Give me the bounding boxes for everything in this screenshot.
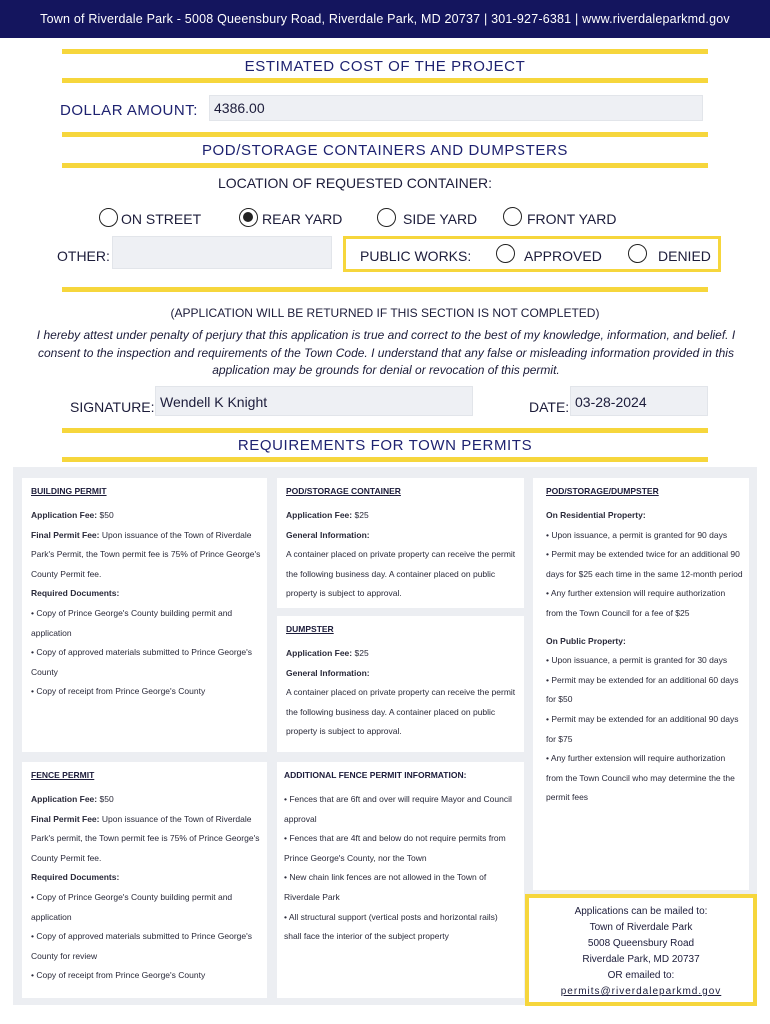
fence-info-item: • New chain link fences are not allowed in the Town of Riverdale Park bbox=[284, 872, 487, 902]
fence-doc-item: • Copy of Prince George's County building permit and application bbox=[31, 891, 233, 922]
public-item: • Permit may be extended for an additional 90 days for $75 bbox=[546, 713, 739, 744]
building-docs-label: Required Documents: bbox=[31, 588, 120, 599]
pod-fee-label: Application Fee: bbox=[286, 510, 353, 520]
containers-heading: POD/STORAGE CONTAINERS AND DUMPSTERS bbox=[201, 142, 569, 159]
fence-doc-item: • Copy of approved materials submitted to Prince George's County for review bbox=[31, 931, 252, 961]
public-item: • Permit may be extended for an additional 60 days for $50 bbox=[546, 674, 739, 705]
residential-label: On Residential Property: bbox=[546, 510, 646, 520]
pod-container-title: POD/STORAGE CONTAINER bbox=[286, 486, 401, 496]
pod-info-text: A container placed on private property can receive the permit the following business day. A container placed on public property is subject to approval. bbox=[286, 549, 516, 599]
fence-info-item: • Fences that are 4ft and below do not require permits from Prince George's County, nor the Town bbox=[284, 833, 506, 863]
building-doc-item: • Copy of receipt from Prince George's County bbox=[31, 686, 206, 697]
divider bbox=[62, 428, 708, 433]
location-label: LOCATION OF REQUESTED CONTAINER: bbox=[217, 175, 493, 191]
pod-container-card bbox=[277, 478, 524, 608]
approved-radio[interactable] bbox=[496, 244, 515, 263]
fence-info-card bbox=[277, 762, 524, 998]
divider bbox=[62, 457, 708, 462]
front-yard-label: FRONT YARD bbox=[527, 211, 617, 227]
building-doc-item: • Copy of Prince George's County building permit and application bbox=[31, 607, 233, 638]
building-final-fee-label: Final Permit Fee: bbox=[31, 529, 100, 540]
fence-fee-label: Application Fee: bbox=[31, 794, 98, 804]
dumpster-title: DUMPSTER bbox=[286, 624, 334, 634]
building-permit-card bbox=[22, 478, 267, 752]
completion-notice: (APPLICATION WILL BE RETURNED IF THIS SECTION IS NOT COMPLETED) bbox=[170, 306, 600, 320]
front-yard-radio[interactable] bbox=[503, 207, 522, 226]
other-label: OTHER: bbox=[57, 248, 110, 264]
building-final-fee-text: Upon issuance of the Town of Riverdale Park's Permit, the Town permit fee is 75% of Prince George's County Permit fee. bbox=[31, 529, 261, 579]
denied-label: DENIED bbox=[658, 248, 711, 264]
building-permit-title: BUILDING PERMIT bbox=[31, 486, 107, 496]
approved-label: APPROVED bbox=[524, 248, 602, 264]
pod-dumpster-card bbox=[533, 478, 749, 890]
pod-fee: $25 bbox=[354, 510, 369, 520]
dollar-amount-label: DOLLAR AMOUNT: bbox=[60, 102, 198, 119]
fence-doc-item: • Copy of receipt from Prince George's County bbox=[31, 970, 206, 981]
fence-info-item: • Fences that are 6ft and over will require Mayor and Council approval bbox=[284, 794, 512, 824]
pod-info-label: General Information: bbox=[286, 529, 370, 540]
pod-dumpster-title: POD/STORAGE/DUMPSTER bbox=[546, 486, 659, 496]
building-fee: $50 bbox=[99, 510, 114, 520]
dollar-amount-field[interactable]: 4386.00 bbox=[209, 95, 703, 121]
email-link[interactable]: permits@riverdaleparkmd.gov bbox=[560, 986, 722, 997]
dumpster-fee-label: Application Fee: bbox=[286, 648, 353, 658]
other-field[interactable] bbox=[112, 236, 332, 269]
requirements-heading: REQUIREMENTS FOR TOWN PERMITS bbox=[237, 437, 533, 454]
fence-permit-title: FENCE PERMIT bbox=[31, 770, 95, 780]
signature-field[interactable]: Wendell K Knight bbox=[155, 386, 473, 416]
public-item: • Any further extension will require authorization from the Town Council who may determine the the permit fees bbox=[546, 753, 735, 803]
public-item: • Upon issuance, a permit is granted for 30 days bbox=[546, 655, 728, 666]
mail-line: Riverdale Park, MD 20737 bbox=[582, 954, 700, 965]
mail-line: 5008 Queensbury Road bbox=[587, 938, 695, 949]
cost-heading: ESTIMATED COST OF THE PROJECT bbox=[244, 58, 526, 75]
rear-yard-label: REAR YARD bbox=[262, 211, 343, 227]
side-yard-radio[interactable] bbox=[377, 208, 396, 227]
mail-line: OR emailed to: bbox=[607, 970, 675, 981]
divider bbox=[62, 287, 708, 292]
dumpster-fee: $25 bbox=[354, 648, 369, 658]
residential-item: • Upon issuance, a permit is granted for 90 days bbox=[546, 529, 728, 540]
dumpster-card bbox=[277, 616, 524, 752]
fence-fee: $50 bbox=[99, 794, 114, 804]
on-street-label: ON STREET bbox=[121, 211, 202, 227]
header-contact-line: Town of Riverdale Park - 5008 Queensbury Road, Riverdale Park, MD 20737 | 301-927-6381 | www.riverdaleparkmd.gov bbox=[40, 12, 730, 26]
residential-item: • Permit may be extended twice for an additional 90 days for $25 each time in the same 12-month period bbox=[546, 549, 743, 579]
fence-final-fee-text: Upon issuance of the Town of Riverdale Park's permit, the Town permit fee is 75% of Prince George's County Permit fee. bbox=[31, 813, 260, 863]
fence-final-fee-label: Final Permit Fee: bbox=[31, 813, 100, 824]
fence-info-item: • All structural support (vertical posts and horizontal rails) shall face the interior of the subject property bbox=[284, 911, 498, 942]
fence-docs-label: Required Documents: bbox=[31, 872, 120, 883]
denied-radio[interactable] bbox=[628, 244, 647, 263]
public-works-label: PUBLIC WORKS: bbox=[360, 248, 472, 264]
divider bbox=[62, 163, 708, 168]
signature-label: SIGNATURE: bbox=[70, 399, 155, 415]
attestation-text: I hereby attest under penalty of perjury that this application is true and correct to the best of my knowledge, information, and belief. I consent to the inspection and requirements of the Town Code. I understand that any false or misleading information provided in this application may be grounds for denial or revocation of this permit. bbox=[36, 328, 736, 377]
mail-line: Town of Riverdale Park bbox=[589, 922, 693, 933]
rear-yard-radio[interactable] bbox=[239, 208, 258, 227]
date-label: DATE: bbox=[529, 399, 570, 415]
residential-item: • Any further extension will require authorization from the Town Council for a fee of $25 bbox=[546, 588, 726, 618]
date-field[interactable]: 03-28-2024 bbox=[570, 386, 708, 416]
divider bbox=[62, 78, 708, 83]
mail-line: Applications can be mailed to: bbox=[574, 906, 708, 917]
building-fee-label: Application Fee: bbox=[31, 510, 98, 520]
divider bbox=[62, 49, 708, 54]
fence-info-title: ADDITIONAL FENCE PERMIT INFORMATION: bbox=[284, 770, 467, 780]
on-street-radio[interactable] bbox=[99, 208, 118, 227]
mailing-info-box bbox=[525, 894, 757, 1006]
side-yard-label: SIDE YARD bbox=[403, 211, 478, 227]
dumpster-info-label: General Information: bbox=[286, 667, 370, 678]
public-property-label: On Public Property: bbox=[546, 635, 626, 646]
dumpster-info-text: A container placed on private property can receive the permit the following business day. A container placed on public property is subject to approval. bbox=[286, 687, 516, 737]
fence-permit-card bbox=[22, 762, 267, 998]
header-contact-bar bbox=[0, 0, 770, 38]
building-doc-item: • Copy of approved materials submitted to Prince George's County bbox=[31, 647, 252, 677]
divider bbox=[62, 132, 708, 137]
